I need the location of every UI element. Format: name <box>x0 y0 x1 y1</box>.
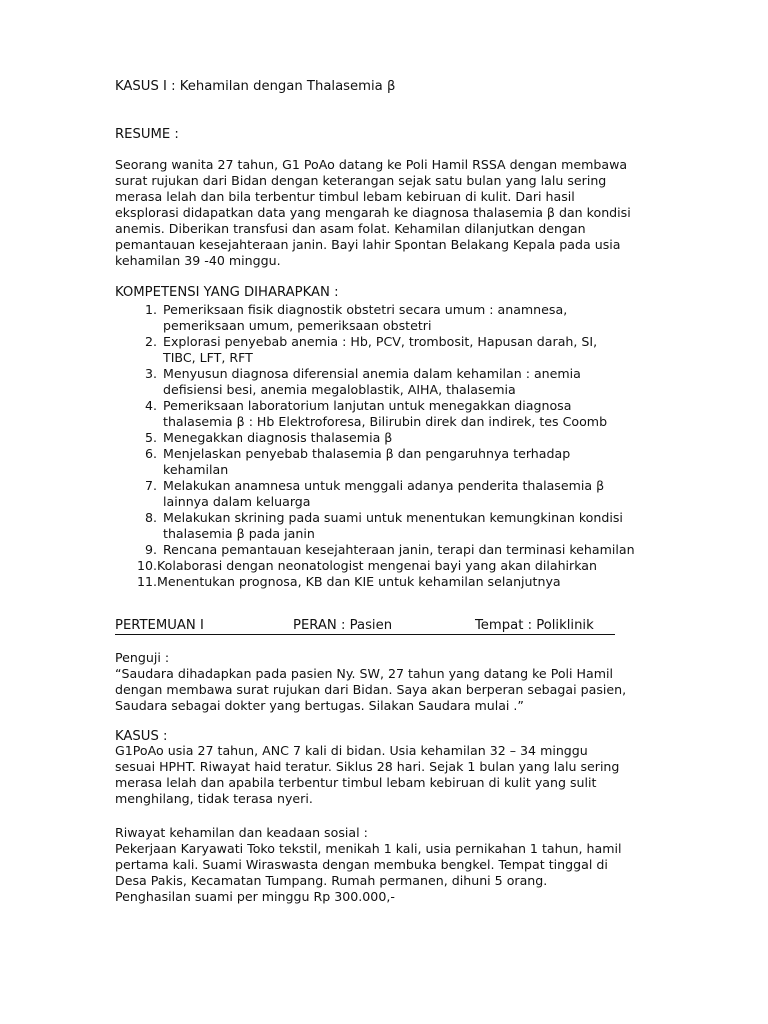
list-item-text <box>157 574 561 590</box>
list-item-line: kehamilan <box>163 462 229 477</box>
list-item <box>115 574 675 590</box>
list-item-number: 4. <box>144 398 157 413</box>
list-item-text <box>163 542 635 558</box>
list-item-number: 9. <box>144 542 157 557</box>
resume-heading-text: RESUME : <box>115 127 179 142</box>
list-item-line: pemeriksaan umum, pemeriksaan obstetri <box>163 318 432 333</box>
resume-paragraph <box>115 157 675 269</box>
list-item <box>115 366 675 398</box>
resume-line: Seorang wanita 27 tahun, G1 PoAo datang ke Poli Hamil RSSA dengan membawa <box>115 157 628 172</box>
penguji-line: dengan membawa surat rujukan dari Bidan. Saya akan berperan sebagai pasien, <box>115 682 627 697</box>
resume-line: kehamilan 39 -40 minggu. <box>115 253 281 268</box>
list-item-line: Menegakkan diagnosis thalasemia β <box>163 430 393 445</box>
penguji-line: “Saudara dihadapkan pada pasien Ny. SW, 27 tahun yang datang ke Poli Hamil <box>115 666 613 681</box>
title-text: KASUS I : Kehamilan dengan Thalasemia β <box>115 79 396 94</box>
kasus-paragraph <box>115 743 675 807</box>
resume-line: anemis. Diberikan transfusi dan asam folat. Kehamilan dilanjutkan dengan <box>115 221 586 236</box>
list-item-text <box>163 510 623 542</box>
list-item-text <box>163 478 604 510</box>
list-item-line: TIBC, LFT, RFT <box>163 350 253 365</box>
list-item-number: 8. <box>144 510 157 525</box>
list-item <box>115 542 675 558</box>
resume-line: eksplorasi didapatkan data yang mengarah ke diagnosa thalasemia β dan kondisi <box>115 205 631 220</box>
list-item-line: lainnya dalam keluarga <box>163 494 311 509</box>
list-item-line: Explorasi penyebab anemia : Hb, PCV, trombosit, Hapusan darah, SI, <box>163 334 598 349</box>
list-item-text <box>163 334 597 366</box>
list-item-line: Rencana pemantauan kesejahteraan janin, terapi dan terminasi kehamilan <box>163 542 635 557</box>
resume-line: surat rujukan dari Bidan dengan keterangan sejak satu bulan yang lalu sering <box>115 173 607 188</box>
riwayat-line: Pekerjaan Karyawati Toko tekstil, menikah 1 kali, usia pernikahan 1 tahun, hamil <box>115 841 622 856</box>
list-item-line: Pemeriksaan fisik diagnostik obstetri secara umum : anamnesa, <box>163 302 568 317</box>
peran-label: PERAN : Pasien <box>293 618 393 633</box>
riwayat-line: pertama kali. Suami Wiraswasta dengan membuka bengkel. Tempat tinggal di <box>115 857 608 872</box>
penguji-heading <box>115 650 675 666</box>
list-item <box>115 302 675 334</box>
list-item-number: 5. <box>144 430 157 445</box>
list-item-text <box>157 558 597 574</box>
kompetensi-heading <box>115 285 675 301</box>
list-item-text <box>163 446 570 478</box>
pertemuan-header <box>115 618 615 636</box>
list-item-line: thalasemia β : Hb Elektroforesa, Bilirubin direk dan indirek, tes Coomb <box>163 414 608 429</box>
list-item-number: 7. <box>144 478 157 493</box>
list-item <box>115 334 675 366</box>
list-item-number: 10. <box>136 558 157 573</box>
list-item-number: 3. <box>144 366 157 381</box>
resume-line: merasa lelah dan bila terbentur timbul lebam kebiruan di kulit. Dari hasil <box>115 189 575 204</box>
kasus-line: menghilang, tidak terasa nyeri. <box>115 791 313 806</box>
list-item-text <box>163 366 581 398</box>
header-underline <box>115 634 615 635</box>
penguji-paragraph <box>115 666 675 714</box>
list-item-number: 2. <box>144 334 157 349</box>
tempat-label: Tempat : Poliklinik <box>475 618 594 633</box>
list-item-text <box>163 398 607 430</box>
list-item-line: Menjelaskan penyebab thalasemia β dan pengaruhnya terhadap <box>163 446 571 461</box>
riwayat-heading <box>115 825 675 841</box>
resume-line: pemantauan kesejahteraan janin. Bayi lahir Spontan Belakang Kepala pada usia <box>115 237 621 252</box>
list-item-line: Melakukan skrining pada suami untuk menentukan kemungkinan kondisi <box>163 510 623 525</box>
page-title <box>115 79 675 95</box>
riwayat-heading-text: Riwayat kehamilan dan keadaan sosial : <box>115 825 368 840</box>
resume-heading <box>115 127 675 143</box>
list-item-line: Pemeriksaan laboratorium lanjutan untuk menegakkan diagnosa <box>163 398 572 413</box>
list-item-text <box>163 302 567 334</box>
pertemuan-label: PERTEMUAN I <box>115 618 204 633</box>
list-item <box>115 446 675 478</box>
list-item-line: Menyusun diagnosa diferensial anemia dalam kehamilan : anemia <box>163 366 581 381</box>
list-item <box>115 510 675 542</box>
riwayat-line: Penghasilan suami per minggu Rp 300.000,- <box>115 889 395 904</box>
list-item <box>115 398 675 430</box>
list-item <box>115 478 675 510</box>
kasus-line: G1PoAo usia 27 tahun, ANC 7 kali di bidan. Usia kehamilan 32 – 34 minggu <box>115 743 588 758</box>
penguji-heading-text: Penguji : <box>115 650 170 665</box>
list-item-line: defisiensi besi, anemia megaloblastik, AIHA, thalasemia <box>163 382 516 397</box>
list-item-line: Kolaborasi dengan neonatologist mengenai bayi yang akan dilahirkan <box>157 558 597 573</box>
list-item <box>115 558 675 574</box>
riwayat-line: Desa Pakis, Kecamatan Tumpang. Rumah permanen, dihuni 5 orang. <box>115 873 548 888</box>
list-item-line: Melakukan anamnesa untuk menggali adanya penderita thalasemia β <box>163 478 605 493</box>
list-item-line: Menentukan prognosa, KB dan KIE untuk kehamilan selanjutnya <box>157 574 561 589</box>
kompetensi-list <box>115 302 675 590</box>
penguji-line: Saudara sebagai dokter yang bertugas. Silakan Saudara mulai .” <box>115 698 524 713</box>
kompetensi-heading-text: KOMPETENSI YANG DIHARAPKAN : <box>115 285 339 300</box>
list-item <box>115 430 675 446</box>
list-item-line: thalasemia β pada janin <box>163 526 315 541</box>
kasus-line: merasa lelah dan apabila terbentur timbul lebam kebiruan di kulit yang sulit <box>115 775 597 790</box>
list-item-text <box>163 430 392 446</box>
list-item-number: 11. <box>136 574 157 589</box>
riwayat-paragraph <box>115 841 675 905</box>
list-item-number: 6. <box>144 446 157 461</box>
list-item-number: 1. <box>144 302 157 317</box>
kasus-heading-text: KASUS : <box>115 729 168 744</box>
kasus-line: sesuai HPHT. Riwayat haid teratur. Siklus 28 hari. Sejak 1 bulan yang lalu sering <box>115 759 620 774</box>
